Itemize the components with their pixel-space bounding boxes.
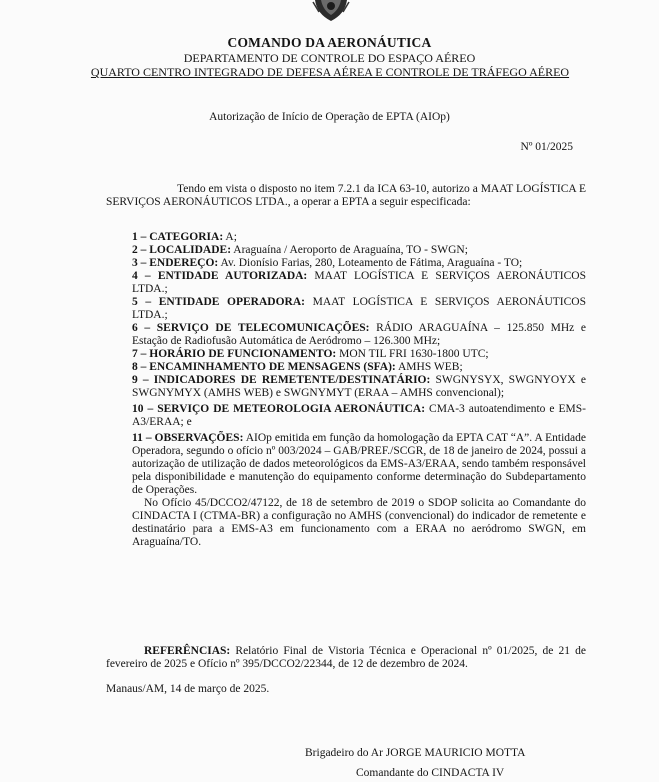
- observation-continuation: No Ofício 45/DCCO2/47122, de 18 de setembro de 2019 o SDOP solicita ao Comandante do CINDACTA I (CTMA-BR) a configuração no AMHS (convencional) do indicador de remetente e destinatário para a EMS-A3 em funcionamento com a ERAA no aeródromo SWGN, em Araguaína/TO.: [132, 497, 586, 548]
- list-item: [132, 432, 586, 497]
- intro-paragraph: Tendo em vista o disposto no item 7.2.1 da ICA 63-10, autorizo a MAAT LOGÍSTICA E SERVIÇOS AERONÁUTICOS LTDA., a operar a EPTA a seguir especificada:: [106, 182, 586, 208]
- header-unit: QUARTO CENTRO INTEGRADO DE DEFESA AÉREA E CONTROLE DE TRÁFEGO AÉREO: [90, 65, 570, 79]
- references-text: Relatório Final de Vistoria Técnica e Operacional nº 01/2025, de 21 de fevereiro de 2025 e Ofício nº 395/DCCO2/22344, de 12 de dezembro de 2024.: [106, 644, 586, 670]
- item-text: MON TIL FRI 1630-1800 UTC;: [336, 348, 489, 360]
- place-date: Manaus/AM, 14 de março de 2025.: [106, 683, 270, 695]
- list-item: [132, 270, 586, 296]
- item-text: CMA-3 autoatendimento e EMS-A3/ERAA; e: [132, 403, 586, 428]
- item-text: RÁDIO ARAGUAÍNA – 125.850 MHz e Estação de Radiofusão Automática de Aeródromo – 126.300 MHz;: [132, 322, 586, 347]
- header-organization: COMANDO DA AERONÁUTICA: [227, 35, 432, 50]
- header-department: DEPARTAMENTO DE CONTROLE DO ESPAÇO AÉREO: [183, 51, 476, 65]
- list-item: [132, 257, 586, 270]
- item-text: A;: [223, 231, 237, 243]
- document-number: Nº 01/2025: [520, 141, 573, 153]
- item-label: 10 – SERVIÇO DE METEOROLOGIA AERONÁUTICA:: [132, 403, 426, 415]
- references-label: REFERÊNCIAS:: [144, 644, 231, 657]
- list-item: [132, 374, 586, 400]
- signature-name: Brigadeiro do Ar JORGE MAURICIO MOTTA: [305, 747, 526, 759]
- item-label: 8 – ENCAMINHAMENTO DE MENSAGENS (SFA):: [132, 361, 396, 373]
- list-item: [132, 296, 586, 322]
- item-text: Araguaína / Aeroporto de Araguaína, TO - SWGN;: [231, 244, 468, 256]
- item-label: 9 – INDICADORES DE REMETENTE/DESTINATÁRIO:: [132, 374, 431, 386]
- list-item: [132, 244, 586, 257]
- item-label: 4 – ENTIDADE AUTORIZADA:: [132, 270, 308, 282]
- document-title: Autorização de Início de Operação de EPTA (AIOp): [209, 111, 450, 123]
- item-label: 2 – LOCALIDADE:: [132, 244, 232, 256]
- item-label: 11 – OBSERVAÇÕES:: [132, 432, 244, 444]
- list-item: [132, 403, 586, 429]
- item-text: AMHS WEB;: [395, 361, 463, 373]
- list-item: [132, 231, 586, 244]
- item-label: 7 – HORÁRIO DE FUNCIONAMENTO:: [132, 348, 337, 360]
- coat-of-arms-icon: [311, 0, 351, 22]
- item-label: 1 – CATEGORIA:: [132, 231, 224, 243]
- item-label: 5 – ENTIDADE OPERADORA:: [132, 296, 305, 308]
- item-text: MAAT LOGÍSTICA E SERVIÇOS AERONÁUTICOS LTDA.;: [132, 296, 586, 321]
- item-text: SWGNYSYX, SWGNYOYX e SWGNYMYX (AMHS WEB) e SWGNYMYT (ERAA – AMHS convencional);: [132, 374, 586, 399]
- signature-role: Comandante do CINDACTA IV: [356, 767, 505, 779]
- list-item: [132, 322, 586, 348]
- list-item: [132, 361, 586, 374]
- item-label: 3 – ENDEREÇO:: [132, 257, 219, 269]
- item-label: 6 – SERVIÇO DE TELECOMUNICAÇÕES:: [132, 322, 370, 334]
- item-text: MAAT LOGÍSTICA E SERVIÇOS AERONÁUTICOS LTDA.;: [132, 270, 586, 295]
- list-item: [132, 348, 586, 361]
- specification-list: [132, 231, 586, 549]
- references-paragraph: [106, 645, 586, 671]
- item-text: Av. Dionísio Farias, 280, Loteamento de Fátima, Araguaína - TO;: [218, 257, 523, 269]
- item-text: AIOp emitida em função da homologação da EPTA CAT “A”. A Entidade Operadora, segundo o ofício nº 003/2024 – GAB/PREF./SCGR, de 18 de janeiro de 2024, possui a autorização de utilização de dados meteorológicos da EMS-A3/ERAA, sendo também responsável pela disponibilidade e manutenção do equipamento conforme determinação do Subdepartamento de Operações.: [132, 432, 586, 496]
